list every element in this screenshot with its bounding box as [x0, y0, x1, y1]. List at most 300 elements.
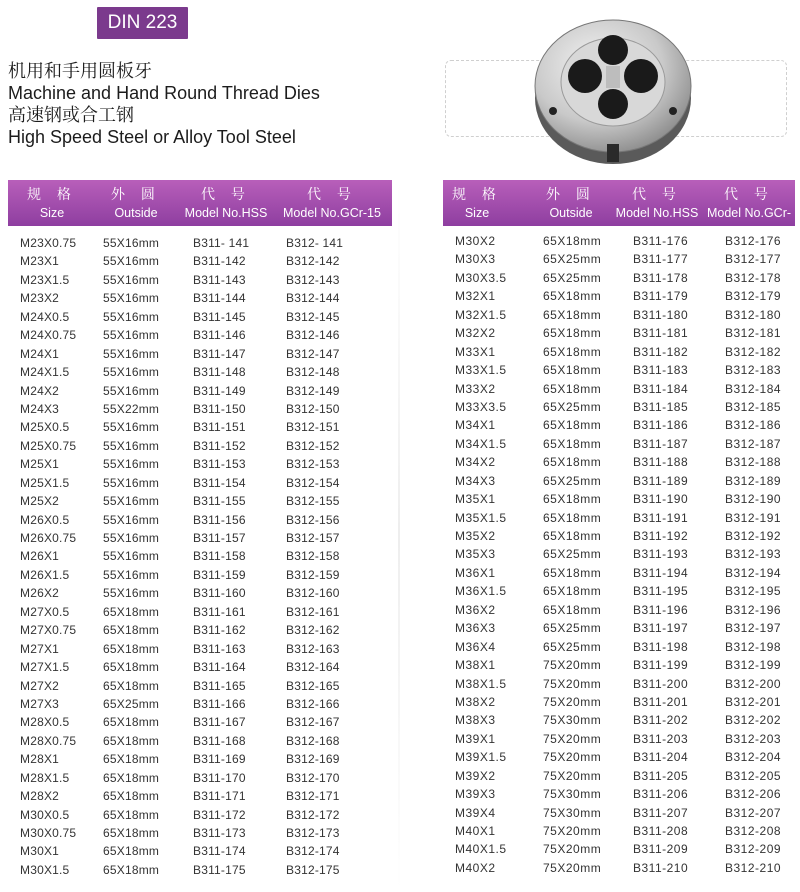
outside-cell: 55X16mm [103, 457, 160, 472]
table-row [443, 675, 795, 693]
table-row [443, 398, 795, 416]
material-chinese: 高速钢或合工钢 [8, 105, 134, 125]
col-size: 规 格 Size [452, 186, 502, 220]
table-row [8, 382, 392, 400]
hss-model-cell: B311-209 [633, 842, 689, 857]
table-row [443, 343, 795, 361]
table-row [8, 566, 392, 584]
table-row [443, 840, 795, 858]
outside-cell: 65X25mm [543, 473, 602, 488]
gcr-model-cell: B312-168 [286, 733, 340, 748]
outside-cell: 55X16mm [103, 254, 160, 269]
gcr-model-cell: B312-161 [286, 604, 340, 619]
outside-cell: 65X18mm [543, 436, 602, 451]
size-cell: M25X0.75 [20, 438, 77, 453]
outside-cell: 65X18mm [543, 492, 602, 507]
gcr-model-cell: B312-159 [286, 567, 340, 582]
col-gcr: 代 号 Model No.GCr-15 [283, 186, 381, 220]
outside-cell: 65X18mm [103, 641, 160, 656]
hss-model-cell: B311-177 [633, 252, 689, 267]
gcr-model-cell: B312-190 [725, 492, 782, 507]
outside-cell: 55X16mm [103, 438, 160, 453]
size-cell: M27X3 [20, 696, 60, 711]
size-cell: M30X2 [455, 234, 496, 248]
size-cell: M39X3 [455, 787, 496, 802]
gcr-model-cell: B312-171 [286, 789, 340, 804]
table-row [8, 640, 392, 658]
size-cell: M38X2 [455, 694, 496, 709]
table-row [8, 658, 392, 676]
size-cell: M34X2 [455, 455, 496, 470]
hss-model-cell: B311-176 [633, 234, 689, 248]
gcr-model-cell: B312-173 [286, 826, 340, 840]
hss-model-cell: B311-204 [633, 750, 689, 765]
gcr-model-cell: B312-157 [286, 531, 340, 545]
hss-model-cell: B311-210 [633, 860, 689, 875]
size-cell: M23X2 [20, 291, 60, 306]
size-cell: M24X1 [20, 346, 60, 361]
size-cell: M30X3 [455, 252, 496, 267]
title-english: Machine and Hand Round Thread Dies [8, 83, 320, 103]
hss-model-cell: B311-143 [193, 272, 246, 287]
outside-cell: 75X20mm [543, 842, 602, 857]
size-cell: M30X1 [20, 844, 60, 859]
hss-model-cell: B311-144 [193, 291, 246, 306]
table-row [443, 324, 795, 342]
outside-cell: 55X16mm [103, 475, 160, 490]
size-cell: M38X1.5 [455, 676, 507, 691]
table-row [443, 767, 795, 785]
gcr-model-cell: B312-150 [286, 401, 340, 416]
hss-model-cell: B311-152 [193, 438, 246, 453]
hss-model-cell: B311-187 [633, 436, 689, 451]
gcr-model-cell: B312-197 [725, 621, 782, 636]
outside-cell: 65X18mm [103, 770, 160, 785]
outside-cell: 55X16mm [103, 365, 160, 380]
gcr-model-cell: B312-160 [286, 586, 340, 601]
outside-cell: 65X18mm [543, 418, 602, 433]
gcr-model-cell: B312-194 [725, 565, 782, 580]
outside-cell: 65X18mm [543, 455, 602, 470]
gcr-model-cell: B312-144 [286, 291, 340, 306]
table-row [8, 603, 392, 621]
table-row [443, 859, 795, 877]
hss-model-cell: B311-147 [193, 346, 246, 361]
outside-cell: 75X20mm [543, 860, 602, 875]
outside-cell: 65X18mm [543, 344, 602, 359]
table-row [443, 306, 795, 324]
table-row [443, 361, 795, 379]
size-cell: M30X3.5 [455, 270, 507, 285]
table-row [8, 824, 392, 842]
outside-cell: 65X18mm [543, 363, 602, 378]
hss-model-cell: B311-167 [193, 715, 246, 730]
hss-model-cell: B311-208 [633, 824, 689, 838]
table-row [443, 656, 795, 674]
size-cell: M25X0.5 [20, 420, 70, 435]
hss-model-cell: B311-199 [633, 658, 689, 673]
table-row [443, 527, 795, 545]
size-cell: M33X3.5 [455, 399, 507, 414]
outside-cell: 75X20mm [543, 658, 602, 673]
gcr-model-cell: B312-202 [725, 713, 782, 728]
table-body [8, 226, 392, 879]
size-cell: M24X0.75 [20, 328, 77, 343]
outside-cell: 65X18mm [103, 862, 160, 877]
table-row [8, 769, 392, 787]
table-row [8, 584, 392, 602]
outside-cell: 65X18mm [543, 529, 602, 543]
table-row [443, 472, 795, 490]
outside-cell: 55X16mm [103, 494, 160, 509]
size-cell: M40X2 [455, 860, 496, 875]
table-row [8, 732, 392, 750]
table-row [8, 547, 392, 565]
hss-model-cell: B311-195 [633, 584, 689, 599]
outside-cell: 65X25mm [543, 547, 602, 562]
gcr-model-cell: B312-206 [725, 787, 782, 802]
page-heading [8, 60, 320, 148]
table-row [8, 455, 392, 473]
size-cell: M26X2 [20, 586, 60, 601]
gcr-model-cell: B312-184 [725, 381, 782, 396]
gcr-model-cell: B312-154 [286, 475, 340, 490]
outside-cell: 55X16mm [103, 272, 160, 287]
hss-model-cell: B311-169 [193, 752, 246, 767]
outside-cell: 65X18mm [103, 623, 160, 638]
size-cell: M27X0.5 [20, 604, 70, 619]
gcr-model-cell: B312-195 [725, 584, 782, 599]
spec-table-right [443, 180, 795, 877]
hss-model-cell: B311-186 [633, 418, 689, 433]
table-row [443, 545, 795, 563]
hss-model-cell: B311-171 [193, 789, 246, 804]
gcr-model-cell: B312-143 [286, 272, 340, 287]
hss-model-cell: B311-151 [193, 420, 246, 435]
size-cell: M39X1 [455, 731, 496, 746]
hss-model-cell: B311-174 [193, 844, 246, 859]
outside-cell: 65X18mm [103, 789, 160, 804]
gcr-model-cell: B312-175 [286, 862, 340, 877]
size-cell: M28X1.5 [20, 770, 70, 785]
gcr-model-cell: B312-153 [286, 457, 340, 472]
outside-cell: 65X25mm [543, 270, 602, 285]
hss-model-cell: B311-191 [633, 510, 689, 525]
gcr-model-cell: B312-207 [725, 805, 782, 820]
gcr-model-cell: B312-200 [725, 676, 782, 691]
hss-model-cell: B311-155 [193, 494, 246, 509]
size-cell: M36X1.5 [455, 584, 507, 599]
size-cell: M38X1 [455, 658, 496, 673]
gcr-model-cell: B312-172 [286, 807, 340, 822]
gcr-model-cell: B312-191 [725, 510, 782, 525]
outside-cell: 65X18mm [103, 733, 160, 748]
table-row [8, 806, 392, 824]
size-cell: M30X0.5 [20, 807, 70, 822]
hss-model-cell: B311- 141 [193, 236, 250, 250]
gcr-model-cell: B312-208 [725, 824, 782, 838]
size-cell: M39X4 [455, 805, 496, 820]
size-cell: M38X3 [455, 713, 496, 728]
gcr-model-cell: B312-186 [725, 418, 782, 433]
table-row [8, 695, 392, 713]
hss-model-cell: B311-184 [633, 381, 689, 396]
hss-model-cell: B311-156 [193, 512, 246, 527]
table-row [8, 252, 392, 270]
gcr-model-cell: B312-199 [725, 658, 782, 673]
size-cell: M23X0.75 [20, 236, 77, 250]
hss-model-cell: B311-203 [633, 731, 689, 746]
outside-cell: 55X16mm [103, 549, 160, 564]
hss-model-cell: B311-159 [193, 567, 246, 582]
outside-cell: 65X18mm [543, 307, 602, 322]
gcr-model-cell: B312-147 [286, 346, 340, 361]
outside-cell: 75X20mm [543, 731, 602, 746]
size-cell: M30X0.75 [20, 826, 77, 840]
size-cell: M40X1 [455, 824, 496, 838]
hss-model-cell: B311-154 [193, 475, 246, 490]
gcr-model-cell: B312-176 [725, 234, 782, 248]
col-gcr: 代 号 Model No.GCr-15 [706, 186, 792, 238]
hss-model-cell: B311-163 [193, 641, 246, 656]
gcr-model-cell: B312-149 [286, 383, 340, 398]
table-row [8, 750, 392, 768]
gcr-model-cell: B312-179 [725, 289, 782, 304]
hss-model-cell: B311-166 [193, 696, 246, 711]
gcr-model-cell: B312-198 [725, 639, 782, 654]
outside-cell: 55X16mm [103, 309, 160, 324]
table-row [8, 474, 392, 492]
size-cell: M32X1 [455, 289, 496, 304]
gcr-model-cell: B312-192 [725, 529, 782, 543]
hss-model-cell: B311-148 [193, 365, 246, 380]
gcr-model-cell: B312-165 [286, 678, 340, 693]
size-cell: M40X1.5 [455, 842, 507, 857]
size-cell: M24X2 [20, 383, 60, 398]
size-cell: M30X1.5 [20, 862, 70, 877]
gcr-model-cell: B312-177 [725, 252, 782, 267]
table-row [443, 601, 795, 619]
table-row [443, 453, 795, 471]
size-cell: M26X0.75 [20, 531, 77, 545]
gcr-model-cell: B312-169 [286, 752, 340, 767]
gcr-model-cell: B312-193 [725, 547, 782, 562]
hss-model-cell: B311-201 [633, 694, 689, 709]
outside-cell: 65X18mm [103, 826, 160, 840]
spec-table-left [8, 180, 392, 879]
table-header [443, 180, 795, 238]
table-row [8, 345, 392, 363]
size-cell: M24X1.5 [20, 365, 70, 380]
hss-model-cell: B311-170 [193, 770, 246, 785]
size-cell: M34X3 [455, 473, 496, 488]
outside-cell: 75X30mm [543, 713, 602, 728]
outside-cell: 75X20mm [543, 824, 602, 838]
col-hss: 代 号 Model No.HSS [615, 186, 699, 220]
gcr-model-cell: B312-183 [725, 363, 782, 378]
hss-model-cell: B311-160 [193, 586, 246, 601]
table-row [443, 509, 795, 527]
size-cell: M27X2 [20, 678, 60, 693]
hss-model-cell: B311-197 [633, 621, 689, 636]
hss-model-cell: B311-181 [633, 326, 689, 341]
table-row [443, 822, 795, 840]
hss-model-cell: B311-182 [633, 344, 689, 359]
size-cell: M33X1.5 [455, 363, 507, 378]
gcr-model-cell: B312-166 [286, 696, 340, 711]
hss-model-cell: B311-183 [633, 363, 689, 378]
gcr-model-cell: B312-185 [725, 399, 782, 414]
table-row [8, 400, 392, 418]
outside-cell: 55X16mm [103, 531, 160, 545]
outside-cell: 55X16mm [103, 383, 160, 398]
hss-model-cell: B311-178 [633, 270, 689, 285]
din-badge: DIN 223 [97, 7, 188, 39]
gcr-model-cell: B312-181 [725, 326, 782, 341]
outside-cell: 65X18mm [103, 752, 160, 767]
gcr-model-cell: B312-151 [286, 420, 340, 435]
size-cell: M24X3 [20, 401, 60, 416]
outside-cell: 65X18mm [543, 584, 602, 599]
gcr-model-cell: B312-203 [725, 731, 782, 746]
table-row [8, 787, 392, 805]
hss-model-cell: B311-205 [633, 768, 689, 783]
outside-cell: 65X18mm [103, 807, 160, 822]
table-row [443, 804, 795, 822]
table-row [443, 250, 795, 268]
hss-model-cell: B311-207 [633, 805, 689, 820]
outside-cell: 65X18mm [543, 602, 602, 617]
size-cell: M35X1.5 [455, 510, 507, 525]
outside-cell: 55X16mm [103, 291, 160, 306]
gcr-model-cell: B312-152 [286, 438, 340, 453]
hss-model-cell: B311-146 [193, 328, 246, 343]
size-cell: M27X1.5 [20, 660, 70, 675]
table-row [8, 511, 392, 529]
hss-model-cell: B311-149 [193, 383, 246, 398]
gcr-model-cell: B312-156 [286, 512, 340, 527]
size-cell: M26X0.5 [20, 512, 70, 527]
gcr-model-cell: B312-178 [725, 270, 782, 285]
size-cell: M36X2 [455, 602, 496, 617]
size-cell: M36X3 [455, 621, 496, 636]
hss-model-cell: B311-161 [193, 604, 246, 619]
gcr-model-cell: B312-155 [286, 494, 340, 509]
hss-model-cell: B311-188 [633, 455, 689, 470]
table-row [8, 842, 392, 860]
hss-model-cell: B311-150 [193, 401, 246, 416]
outside-cell: 65X25mm [543, 639, 602, 654]
hss-model-cell: B311-157 [193, 531, 246, 545]
outside-cell: 55X22mm [103, 401, 160, 416]
hss-model-cell: B311-192 [633, 529, 689, 543]
table-row [8, 326, 392, 344]
outside-cell: 65X18mm [543, 326, 602, 341]
outside-cell: 65X18mm [543, 381, 602, 396]
gcr-model-cell: B312-164 [286, 660, 340, 675]
hss-model-cell: B311-145 [193, 309, 246, 324]
table-row [443, 416, 795, 434]
size-cell: M26X1.5 [20, 567, 70, 582]
hss-model-cell: B311-180 [633, 307, 689, 322]
hss-model-cell: B311-153 [193, 457, 246, 472]
gcr-model-cell: B312-162 [286, 623, 340, 638]
table-row [8, 308, 392, 326]
table-row [443, 730, 795, 748]
gcr-model-cell: B312-170 [286, 770, 340, 785]
col-outside: 外 圆 Outside [546, 186, 596, 220]
table-row [443, 232, 795, 250]
gcr-model-cell: B312-163 [286, 641, 340, 656]
gcr-model-cell: B312-210 [725, 860, 782, 875]
outside-cell: 65X18mm [543, 289, 602, 304]
hss-model-cell: B311-206 [633, 787, 689, 802]
table-row [443, 287, 795, 305]
gcr-model-cell: B312-142 [286, 254, 340, 269]
gcr-model-cell: B312-148 [286, 365, 340, 380]
outside-cell: 75X20mm [543, 676, 602, 691]
size-cell: M27X1 [20, 641, 60, 656]
size-cell: M28X0.75 [20, 733, 77, 748]
outside-cell: 75X20mm [543, 768, 602, 783]
size-cell: M23X1 [20, 254, 60, 269]
table-row [443, 748, 795, 766]
table-row [8, 677, 392, 695]
col-outside: 外 圆 Outside [111, 186, 161, 220]
table-row [443, 619, 795, 637]
outside-cell: 55X16mm [103, 586, 160, 601]
hss-model-cell: B311-202 [633, 713, 689, 728]
table-row [443, 711, 795, 729]
table-row [443, 269, 795, 287]
outside-cell: 65X25mm [543, 399, 602, 414]
table-row [8, 492, 392, 510]
gcr-model-cell: B312-167 [286, 715, 340, 730]
outside-cell: 75X30mm [543, 805, 602, 820]
size-cell: M36X1 [455, 565, 496, 580]
outside-cell: 65X18mm [103, 604, 160, 619]
table-row [443, 638, 795, 656]
outside-cell: 55X16mm [103, 236, 160, 250]
outside-cell: 65X18mm [543, 234, 602, 248]
size-cell: M35X2 [455, 529, 496, 543]
gcr-model-cell: B312-196 [725, 602, 782, 617]
table-header [8, 180, 392, 226]
outside-cell: 65X18mm [103, 660, 160, 675]
hss-model-cell: B311-158 [193, 549, 246, 564]
gcr-model-cell: B312-189 [725, 473, 782, 488]
hss-model-cell: B311-189 [633, 473, 689, 488]
outside-cell: 65X25mm [543, 621, 602, 636]
outside-cell: 55X16mm [103, 567, 160, 582]
table-row [8, 437, 392, 455]
size-cell: M25X1.5 [20, 475, 70, 490]
table-row [443, 693, 795, 711]
outside-cell: 65X25mm [103, 696, 160, 711]
gcr-model-cell: B312-174 [286, 844, 340, 859]
size-cell: M28X1 [20, 752, 60, 767]
round-die-image [533, 16, 693, 166]
size-cell: M39X2 [455, 768, 496, 783]
table-row [8, 621, 392, 639]
table-body [443, 226, 795, 877]
size-cell: M28X0.5 [20, 715, 70, 730]
table-row [8, 529, 392, 547]
gcr-model-cell: B312-180 [725, 307, 782, 322]
table-row [8, 271, 392, 289]
table-row [8, 418, 392, 436]
outside-cell: 55X16mm [103, 512, 160, 527]
